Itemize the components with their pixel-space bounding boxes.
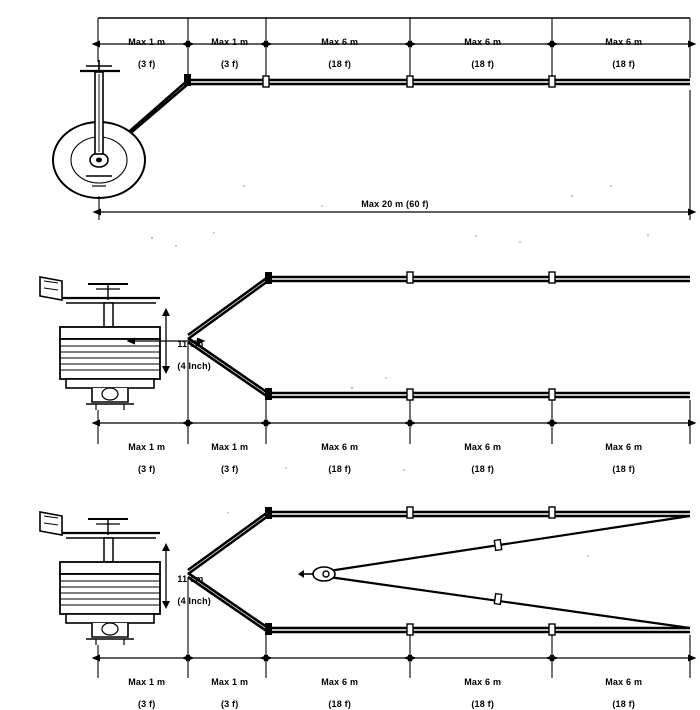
panel-bottom-span-label-4 [444, 666, 516, 710]
panel-bottom-lower-cable [188, 573, 690, 632]
panel-middle-span-label-5 [585, 431, 657, 475]
panel-bottom-span-label-3 [301, 666, 373, 710]
span-label-line2: (18 f) [612, 59, 636, 69]
panel-top-span-label-1 [108, 26, 180, 70]
panel-bottom-v-branch [298, 516, 690, 628]
span-label-line2: (18 f) [328, 59, 352, 69]
span-label-line2: (18 f) [471, 464, 495, 474]
span-label-line1: Max 1 m [211, 442, 249, 452]
panel-top-span-label-2 [191, 26, 263, 70]
panel-top-overall-label: Max 20 m (60 f) [330, 199, 460, 210]
span-label-line1: Max 6 m [464, 677, 502, 687]
panel-bottom-span-label-5 [585, 666, 657, 710]
panel-bottom-offset-dimension [162, 543, 170, 609]
panel-bottom-reel [40, 512, 160, 645]
panel-middle-upper-cable [188, 277, 690, 339]
panel-top-span-label-3 [301, 26, 373, 70]
span-label-line2: (18 f) [612, 464, 636, 474]
span-label-line2: (18 f) [471, 59, 495, 69]
span-label-line1: Max 1 m [128, 37, 166, 47]
panel-bottom-upper-cable [188, 512, 690, 574]
span-label-line1: Max 1 m [128, 677, 166, 687]
span-label-line2: (18 f) [471, 699, 495, 709]
panel-middle-span-label-1 [108, 431, 180, 475]
span-label-line2: (18 f) [612, 699, 636, 709]
span-label-line2: (3 f) [220, 699, 239, 709]
panel-middle-span-label-2 [191, 431, 263, 475]
panel-middle-offset-label [172, 328, 232, 372]
panel-bottom-span-label-2 [191, 666, 263, 710]
span-label-line1: Max 1 m [128, 442, 166, 452]
panel-top-span-label-5 [585, 26, 657, 70]
span-label-line2: (3 f) [220, 59, 239, 69]
panel-bottom-span-label-1 [108, 666, 180, 710]
panel-middle-reel [40, 277, 160, 410]
panel-middle-span-label-4 [444, 431, 516, 475]
offset-label-line2: (4 Inch) [177, 596, 212, 606]
panel-bottom-hangers [265, 507, 555, 635]
span-label-line1: Max 6 m [605, 442, 643, 452]
span-label-line2: (3 f) [220, 464, 239, 474]
panel-top-span-label-4 [444, 26, 516, 70]
span-label-line1: Max 6 m [605, 677, 643, 687]
offset-label-line1: 11 cm [177, 574, 204, 584]
span-label-line2: (3 f) [137, 59, 156, 69]
span-label-line1: Max 6 m [321, 677, 359, 687]
span-label-line1: Max 6 m [464, 37, 502, 47]
panel-top-cable [99, 80, 690, 160]
span-label-line2: (18 f) [328, 699, 352, 709]
span-label-line2: (3 f) [137, 699, 156, 709]
span-label-line1: Max 1 m [211, 677, 249, 687]
offset-label-line2: (4 Inch) [177, 361, 212, 371]
span-label-line2: (3 f) [137, 464, 156, 474]
panel-middle-hangers [265, 272, 555, 400]
span-label-line1: Max 6 m [321, 442, 359, 452]
panel-bottom [40, 507, 690, 678]
span-label-line2: (18 f) [328, 464, 352, 474]
panel-middle-span-label-3 [301, 431, 373, 475]
span-label-line1: Max 1 m [211, 37, 249, 47]
offset-label-line1: 11 cm [177, 339, 204, 349]
span-label-line1: Max 6 m [605, 37, 643, 47]
panel-middle [40, 272, 690, 444]
panel-middle-lower-cable [188, 338, 690, 397]
span-label-line1: Max 6 m [321, 37, 359, 47]
span-label-line1: Max 6 m [464, 442, 502, 452]
panel-bottom-offset-label [172, 563, 232, 607]
